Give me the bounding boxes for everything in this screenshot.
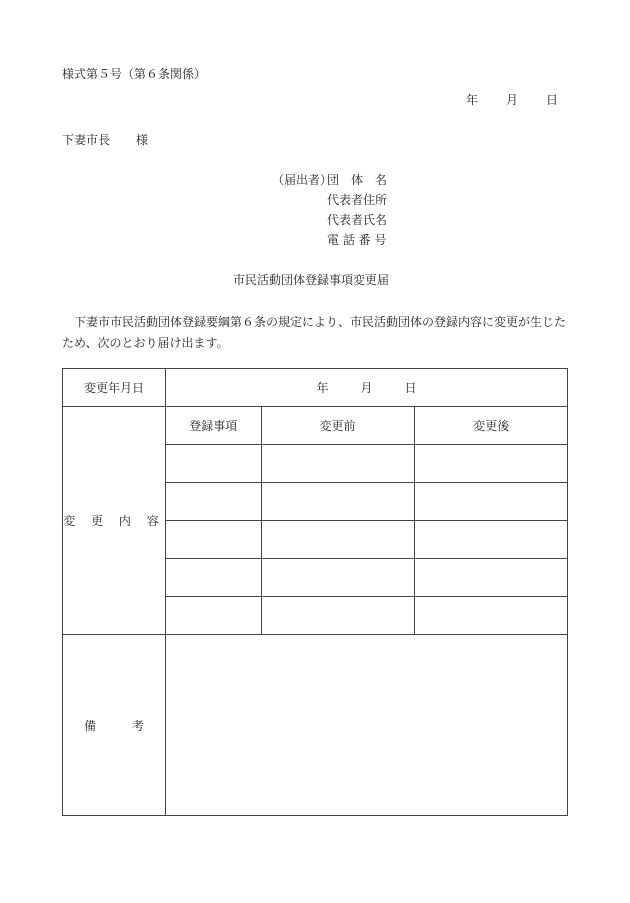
change-date-label: 変更年月日 [63,369,166,407]
col-header-after: 変更後 [414,407,568,445]
change-header-row [166,407,568,445]
addressee-honorific: 様 [136,133,149,147]
after-cell[interactable] [414,483,568,521]
addressee-name: 下妻市長 [62,133,111,147]
remarks-label: 備 考 [63,635,166,816]
date-year: 年 [466,93,479,107]
change-content-row [63,407,568,635]
form-number: 様式第５号（第６条関係） [62,67,207,81]
item-cell[interactable] [166,483,261,521]
after-cell[interactable] [414,521,568,559]
field-phone: 電 話 番 号 [327,233,387,247]
before-cell[interactable] [261,597,414,635]
body-text: 下妻市市民活動団体登録要綱第６条の規定により、市民活動団体の登録内容に変更が生じたため、次のとおり届け出ます。 [62,315,567,350]
change-row [166,521,568,559]
field-rep-address: 代表者住所 [327,193,388,207]
col-header-item: 登録事項 [166,407,261,445]
col-header-before: 変更前 [261,407,414,445]
before-cell[interactable] [261,559,414,597]
submission-date [466,92,558,108]
before-cell[interactable] [261,483,414,521]
change-row [166,445,568,483]
change-form-table [62,368,568,816]
field-group-name: 団 体 名 [327,173,388,187]
after-cell[interactable] [414,445,568,483]
change-date-row [63,369,568,407]
field-rep-name: 代表者氏名 [327,213,388,227]
addressee [62,132,148,148]
before-cell[interactable] [261,521,414,559]
after-cell[interactable] [414,559,568,597]
item-cell[interactable] [166,445,261,483]
remarks-row [63,635,568,816]
before-cell[interactable] [261,445,414,483]
applicant-label: （届出者） [272,173,333,187]
item-cell[interactable] [166,521,261,559]
item-cell[interactable] [166,559,261,597]
document-title: 市民活動団体登録事項変更届 [233,273,390,287]
change-date-month: 月 [360,381,373,395]
change-content-table [166,407,568,634]
change-date-cell[interactable] [166,369,568,407]
remarks-cell[interactable] [166,635,568,816]
change-content-cell [166,407,568,635]
item-cell[interactable] [166,597,261,635]
date-month: 月 [506,93,519,107]
change-date-year: 年 [316,381,329,395]
date-day: 日 [546,93,559,107]
change-date-day: 日 [404,381,417,395]
change-content-label: 変 更 内 容 [63,407,166,635]
change-row [166,483,568,521]
after-cell[interactable] [414,597,568,635]
change-row [166,559,568,597]
change-row [166,597,568,635]
